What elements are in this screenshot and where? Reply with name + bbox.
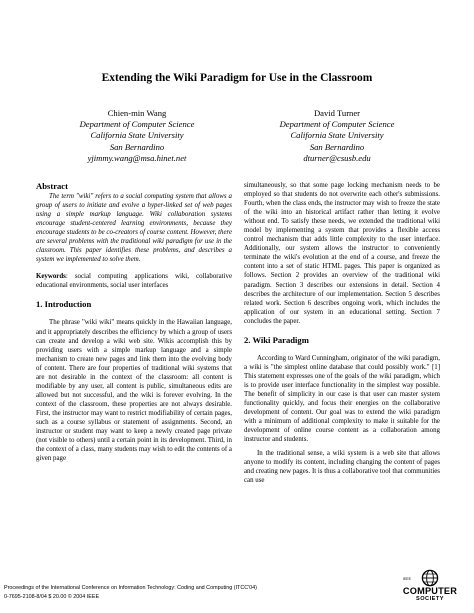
globe-icon	[420, 569, 440, 587]
author-block-2	[237, 108, 437, 164]
keywords-text: : social computing applications wiki, collaborative educational environments, social user interfaces	[36, 273, 232, 290]
author-campus: San Bernardino	[109, 141, 165, 152]
abstract-heading: Abstract	[36, 181, 68, 191]
left-column	[36, 181, 232, 463]
author-department: Department of Computer Science	[279, 119, 395, 130]
keywords-label: Keywords	[36, 273, 66, 281]
paper-title: Extending the Wiki Paradigm for Use in the Classroom	[101, 72, 373, 84]
right-column	[244, 181, 440, 485]
logo-society-text: SOCIETY	[415, 596, 445, 602]
author-name: Chien-min Wang	[107, 108, 167, 118]
author-department: Department of Computer Science	[79, 119, 195, 130]
introduction-paragraph: The phrase "wiki wiki" means quickly in the Hawaiian language, and it appropriately describes the efficiency by which a group of users can create and develop a wiki web site. Wikis accomplish this by providing users with a simple markup language and a simple mechanism to create new pages and link them into the evolving body of content. There are four properties of traditional wiki systems that are not desirable in the context of the classroom: all content is modifiable by any user, all content is public, simultaneous edits are allowed but not successful, and the wiki is forever evolving. In the context of the classroom, these properties are not always desirable. First, the instructor may want to restrict modifiability of certain pages, such as a course syllabus or statement of assignments. Second, an instructor or student may want to keep a newly created page private (not visible to others) until a certain point in its development. Third, in the context of a class, many students may wish to edit the contents of a given page	[36, 319, 232, 463]
wiki-paradigm-paragraph-2: In the traditional sense, a wiki system is a web site that allows anyone to modify its content, including changing the content of pages and creating new pages. It is thus a collaborative tool that communities can use	[244, 450, 440, 485]
logo-ieee-text: IEEE	[403, 577, 411, 581]
computer-society-logo	[401, 569, 459, 609]
wiki-paradigm-paragraph-1: According to Ward Cunningham, originator of the wiki paradigm, a wiki is "the simplest online database that could possibly work." [1] This statement expresses one of the goals of the wiki paradigm, which is to provide user interface functionality in the simplest way possible. The benefit of simplicity in our case is that user can master system functionality quickly, and focus their energies on the collaborative development of content. Our goal was to extend the wiki paradigm with a minimum of additional complexity to make it suitable for the development of online course content as a collaboration among instructor and students.	[244, 354, 440, 444]
footer-isbn-line: 0-7695-2108-8/04 $ 20.00 © 2004 IEEE	[4, 593, 100, 600]
section-heading-introduction: 1. Introduction	[36, 299, 92, 310]
introduction-continued-paragraph: simultaneously, so that some page locking mechanism needs to be employed so that students do not overwrite each other's submissions. Fourth, when the class ends, the instructor may wish to freeze the state of the wiki into an historical artifact rather than letting it evolve without end. To satisfy these needs, we extended the traditional wiki model by implementing a system that provides a flexible access control mechanism that adds little complexity to the user interface. Additionally, our system allows the instructor to conveniently terminate the wiki's evolution at the end of a course, and freeze the content into a set of static HTML pages. This paper is organized as follows. Section 2 provides an overview of the traditional wiki paradigm. Section 3 describes our extensions in detail. Section 4 describes the architecture of our implementation. Section 5 describes related work. Section 6 describes ongoing work, which includes the application of our system in an educational setting. Section 7 concludes the paper.	[244, 182, 440, 325]
author-name: David Turner	[313, 108, 361, 118]
section-heading-wiki-paradigm: 2. Wiki Paradigm	[244, 334, 309, 345]
logo-computer-text: COMPUTER	[402, 586, 458, 596]
author-campus: San Bernardino	[309, 141, 365, 152]
author-email: dturner@csusb.edu	[303, 152, 371, 163]
abstract-text: The term "wiki" refers to a social computing system that allows a group of users to initiate and evolve a hyper-linked set of web pages using a simple markup language. Wiki collaboration systems encourage student-centered learning environments, because they encourage students to be co-creators of course content. However, there are several problems with the traditional wiki paradigm for use in the classroom. This paper identifies these problems, and describes a system we implemented to solve them.	[36, 193, 233, 264]
keywords-line	[36, 272, 232, 290]
author-email: yjimmy.wang@msa.hinet.net	[87, 152, 187, 163]
footer-proceedings-line: Proceedings of the International Conference on Information Technology: Coding and Computing (ITCC'04)	[4, 585, 257, 591]
author-block-1	[37, 108, 237, 164]
author-university: California State University	[90, 130, 184, 141]
proceedings-footer	[4, 584, 257, 601]
author-university: California State University	[290, 130, 384, 141]
